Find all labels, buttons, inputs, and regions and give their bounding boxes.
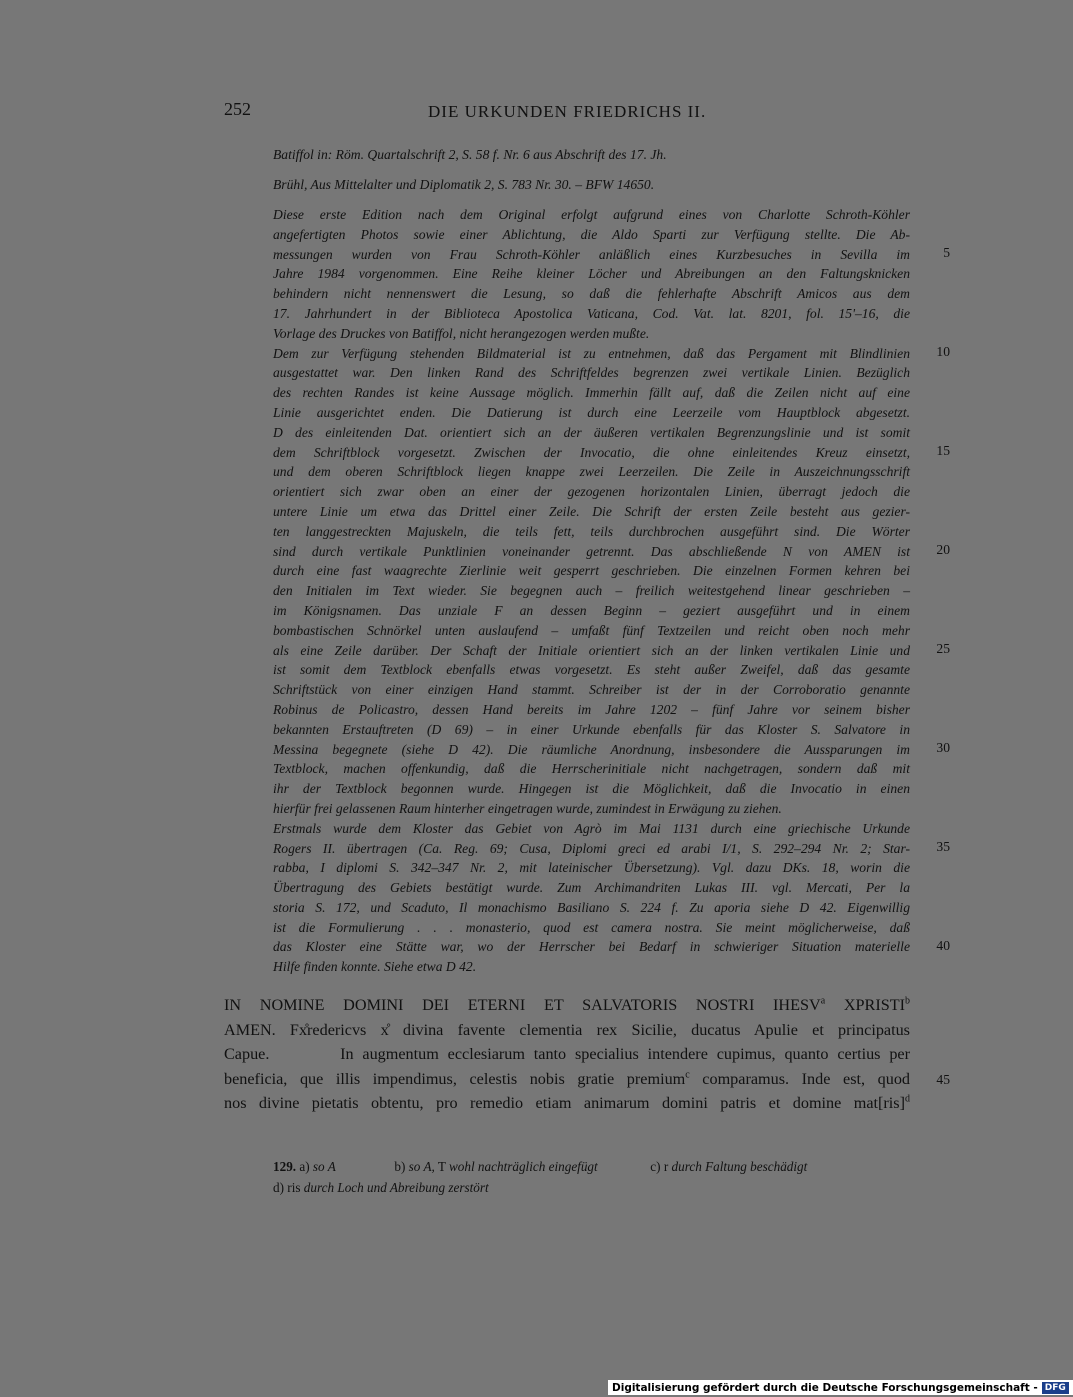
commentary-line: Vorlage des Druckes von Batiffol, nicht herangezogen werden mußte. xyxy=(273,325,650,341)
commentary-line: D des einleitenden Dat. orientiert sich an der äußeren vertikalen Begrenzungslinie und ist somit xyxy=(273,424,910,440)
footnote-line: 129. a) so A b) so A, T wohl nachträglich eingefügt c) r durch Faltung beschädigt xyxy=(273,1159,808,1174)
line-number: 40 xyxy=(936,938,950,953)
line-number: 30 xyxy=(936,740,950,755)
commentary-line: Jahre 1984 vorgenommen. Eine Reihe kleiner Löcher und Abreibungen an den Faltungsknicken xyxy=(273,266,910,282)
commentary xyxy=(273,205,910,977)
reference-line: Batiffol in: Röm. Quartalschrift 2, S. 58 f. Nr. 6 aus Abschrift des 17. Jh. xyxy=(273,147,667,162)
commentary-line: storia S. 172, und Scaduto, Il monachismo Basiliano S. 224 f. Zu aporia siehe D 42. Eigenwillig xyxy=(273,899,910,915)
commentary-line: angefertigten Photos sowie einer Ablichtung, die Aldo Sparti zur Verfügung stellte. Die Ab- xyxy=(273,226,910,242)
line-number: 20 xyxy=(936,542,950,557)
digitization-credit xyxy=(608,1380,1073,1395)
commentary-line: ausgestattet war. Den linken Rand des Schriftfeldes begrenzen zwei vertikale Linien. Bezüglich xyxy=(273,365,910,381)
commentary-line: bekannten Erstauftreten (D 69) – in einer Urkunde ebenfalls für das Kloster S. Salvatore in xyxy=(273,721,910,737)
commentary-line: untere Linie um etwa das Drittel einer Zeile. Die Schrift der ersten Zeile besteht aus gezier- xyxy=(273,503,910,519)
commentary-line: den Initialen im Text wieder. Sie begegnen auch – freilich weitestgehend linear geschrieben – xyxy=(273,583,910,599)
commentary-line: ist die Formulierung . . . monasterio, quod est camera nostra. Sie meint möglicherweise, daß xyxy=(273,919,910,935)
commentary-line: ihr der Textblock begonnen wurde. Hingegen ist die Möglichkeit, daß die Invocatio in einen xyxy=(273,781,910,797)
credit-text: Digitalisierung gefördert durch die Deutsche Forschungsgemeinschaft - xyxy=(612,1381,1038,1394)
line-number: 5 xyxy=(943,245,950,260)
line-number: 10 xyxy=(936,344,950,359)
commentary-line: messungen wurden von Frau Schroth-Köhler anläßlich eines Kurzbesuches in Sevilla im xyxy=(273,246,910,262)
page-number: 252 xyxy=(224,99,251,119)
commentary-line: bombastischen Schnörkel unten auslaufend – umfaßt fünf Textzeilen und reicht oben noch mehr xyxy=(273,622,910,638)
commentary-line: Schriftstück von einer einzigen Hand stammt. Schreiber ist der in der Corroboratio genannte xyxy=(273,682,910,698)
charter-text xyxy=(224,993,910,1116)
commentary-line: des rechten Randes ist keine Aussage möglich. Immerhin fällt auf, daß die Zeilen nicht auf eine xyxy=(273,385,910,401)
reference-line: Brühl, Aus Mittelalter und Diplomatik 2, S. 783 Nr. 30. – BFW 14650. xyxy=(273,177,655,192)
charter-line: beneficia, que illis impendimus, celestis nobis gratie premium$^c$ comparamus. Inde est, quod xyxy=(224,1069,911,1088)
line-number: 15 xyxy=(936,443,950,458)
line-number: 25 xyxy=(936,641,950,656)
commentary-line: rabba, I diplomi S. 342–347 Nr. 2, mit lateinischer Übersetzung). Vgl. dazu DKs. 18, worin die xyxy=(273,860,910,876)
commentary-line: behindern nicht nennenswert die Lesung, so daß die fehlerhafte Abschrift Amicos aus dem xyxy=(273,286,910,302)
commentary-line: Linie ausgerichtet enden. Die Datierung ist durch eine Leerzeile vom Hauptblock abgesetzt. xyxy=(273,404,910,420)
charter-line: AMEN. Fx̊redericvs x̊ divina favente clementia rex Sicilie, ducatus Apulie et principatus xyxy=(224,1020,910,1039)
charter-line: Capue. In augmentum ecclesiarum tanto specialius intendere cupimus, quanto certius per xyxy=(224,1045,910,1063)
commentary-line: Übertragung des Gebiets bestätigt wurde. Zum Archimandriten Lukas III. vgl. Mercati, Per la xyxy=(273,880,910,896)
line-number: 45 xyxy=(936,1072,950,1087)
commentary-line: 17. Jahrhundert in der Biblioteca Apostolica Vaticana, Cod. Vat. lat. 8201, fol. 15'–16, die xyxy=(273,305,910,321)
commentary-line: orientiert sich zwar oben an einer der gezogenen horizontalen Linien, überragt jedoch die xyxy=(273,484,910,500)
commentary-line: Diese erste Edition nach dem Original erfolgt aufgrund eines von Charlotte Schroth-Köhler xyxy=(273,207,910,222)
commentary-line: Messina begegnete (siehe D 42). Die räumliche Anordnung, insbesondere die Aussparungen im xyxy=(273,741,910,757)
commentary-line: als eine Zeile darüber. Der Schaft der Initiale orientiert sich an der linken vertikalen Linie und xyxy=(273,642,910,658)
dfg-logo-icon: DFG xyxy=(1042,1382,1069,1394)
commentary-line: durch eine fast waagrechte Zierlinie weit gesperrt geschrieben. Die einzelnen Formen kehren bei xyxy=(273,563,910,579)
footnote-line: d) ris durch Loch und Abreibung zerstört xyxy=(273,1180,489,1195)
commentary-line: sind durch vertikale Punktlinien voneinander getrennt. Das abschließende N von AMEN ist xyxy=(273,543,910,559)
running-title: DIE URKUNDEN FRIEDRICHS II. xyxy=(428,102,707,121)
charter-line: nos divine pietatis obtentu, pro remedio etiam animarum domini patris et domine mat[ris]$^d$ xyxy=(224,1093,910,1112)
commentary-line: hierfür frei gelassenen Raum hinterher eingetragen wurde, zumindest in Erwägung zu ziehen. xyxy=(273,800,782,816)
commentary-line: Dem zur Verfügung stehenden Bildmaterial ist zu entnehmen, daß das Pergament mit Blindlinien xyxy=(273,345,910,361)
commentary-line: dem Schriftblock vorgesetzt. Zwischen der Invocatio, die ohne einleitendes Kreuz einsetzt, xyxy=(273,444,910,460)
commentary-line: und dem oberen Schriftblock liegen knappe zwei Leerzeilen. Die Zeile in Auszeichnungsschrift xyxy=(273,464,910,480)
commentary-line: ten langgestreckten Majuskeln, die teils fett, teils durchbrochen ausgeführt sind. Die Wörter xyxy=(273,523,910,539)
commentary-line: Textblock, machen offenkundig, daß die Herrscherinitiale nicht nachgetragen, sondern daß mit xyxy=(273,761,910,777)
commentary-line: Robinus de Policastro, dessen Hand bereits im Jahre 1202 – fünf Jahre vor seinem bisher xyxy=(273,701,910,717)
commentary-line: ist somit dem Textblock ebenfalls etwas vorgesetzt. Es steht außer Zweifel, daß das gesamte xyxy=(273,662,910,678)
commentary-line: Erstmals wurde dem Kloster das Gebiet von Agrò im Mai 1131 durch eine griechische Urkunde xyxy=(273,820,910,836)
commentary-line: Rogers II. übertragen (Ca. Reg. 69; Cusa, Diplomi greci ed arabi I/1, S. 292–294 Nr. 2; Star- xyxy=(273,840,910,856)
commentary-line: im Königsnamen. Das unziale F an dessen Beginn – geziert ausgeführt und in einem xyxy=(273,602,910,618)
commentary-line: Hilfe finden konnte. Siehe etwa D 42. xyxy=(273,959,477,975)
commentary-line: das Kloster eine Stätte war, wo der Herrscher bei Bedarf in schwieriger Situation materielle xyxy=(273,939,910,955)
charter-line: IN NOMINE DOMINI DEI ETERNI ET SALVATORIS NOSTRI IHESV$^a$ XPRISTI$^b$ xyxy=(224,995,910,1014)
line-number: 35 xyxy=(936,839,950,854)
